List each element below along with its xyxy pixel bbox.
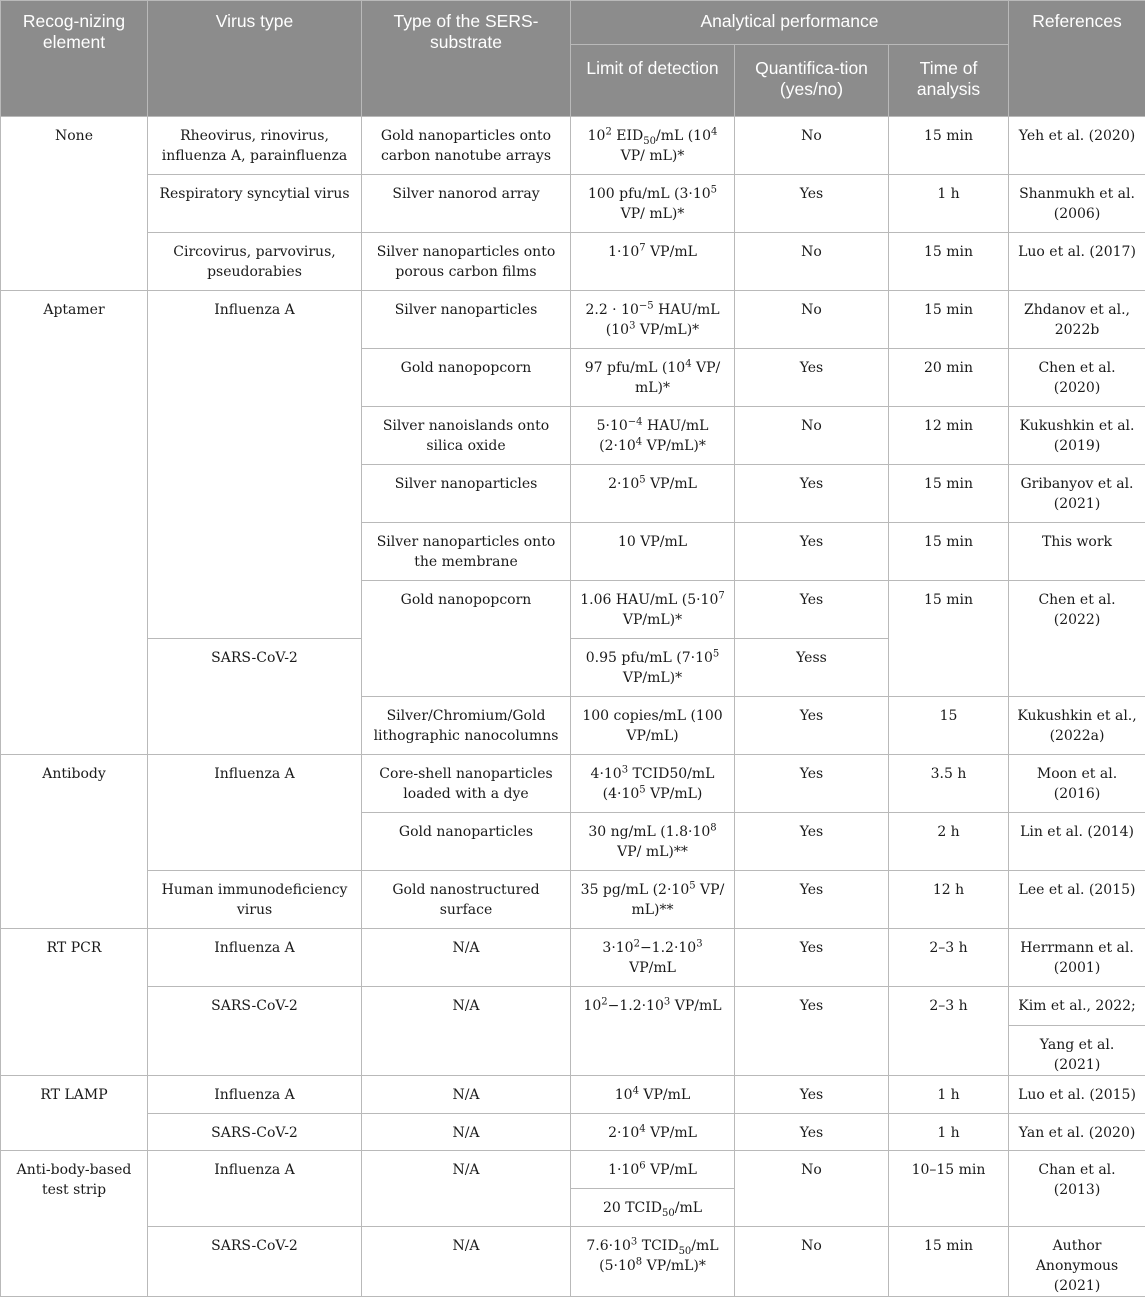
cell-recognizing-element: Antibody (1, 755, 148, 929)
table-row (1, 755, 1145, 813)
cell-substrate: Silver nanoparticles (362, 465, 571, 523)
cell-virus-type: SARS-CoV-2 (148, 639, 362, 755)
cell-reference: Yang et al. (2021) (1009, 1026, 1145, 1076)
cell-reference: Author Anonymous (2021) (1009, 1227, 1145, 1297)
cell-substrate: N/A (362, 1114, 571, 1151)
cell-substrate: N/A (362, 987, 571, 1076)
header-substrate: Type of the SERS-substrate (362, 1, 571, 117)
cell-lod: $2\cdot 10^5$ VP/mL (571, 465, 735, 523)
cell-quantification: Yes (735, 465, 889, 523)
cell-lod: 100 copies/mL (100 VP/mL) (571, 697, 735, 755)
cell-substrate: N/A (362, 1076, 571, 1114)
cell-time: 15 min (889, 581, 1009, 697)
cell-recognizing-element: Aptamer (1, 291, 148, 755)
cell-time: 15 min (889, 117, 1009, 175)
header-time-of-analysis: Time of analysis (889, 45, 1009, 117)
cell-substrate: Gold nanoparticles (362, 813, 571, 871)
cell-substrate: Gold nanopopcorn (362, 581, 571, 697)
cell-lod: 100 pfu/mL ($3\cdot 10^5$ VP/ mL)* (571, 175, 735, 233)
cell-quantification: No (735, 291, 889, 349)
cell-substrate: Core-shell nanoparticles loaded with a dye (362, 755, 571, 813)
cell-lod: $10^4$ VP/mL (571, 1076, 735, 1114)
cell-lod: $2\cdot 10^4$ VP/mL (571, 1114, 735, 1151)
cell-quantification: Yes (735, 349, 889, 407)
cell-lod: 20 $TCID_{50}/mL$ (571, 1189, 735, 1227)
header-analytical-performance: Analytical performance (571, 1, 1009, 45)
cell-lod: 1.06 HAU/mL ($5\cdot 10^7$ VP/mL)* (571, 581, 735, 639)
cell-reference: Lee et al. (2015) (1009, 871, 1145, 929)
cell-substrate: Silver nanoparticles (362, 291, 571, 349)
cell-time: 1 h (889, 175, 1009, 233)
cell-quantification: Yes (735, 987, 889, 1076)
cell-reference: Yan et al. (2020) (1009, 1114, 1145, 1151)
cell-quantification: Yes (735, 581, 889, 639)
cell-substrate: N/A (362, 929, 571, 987)
table-row (1, 987, 1145, 1026)
cell-virus-type: Respiratory syncytial virus (148, 175, 362, 233)
table-row (1, 929, 1145, 987)
cell-quantification: Yes (735, 813, 889, 871)
cell-virus-type: SARS-CoV-2 (148, 1114, 362, 1151)
table-row (1, 1227, 1145, 1297)
cell-reference: Kukushkin et al. (2019) (1009, 407, 1145, 465)
cell-virus-type: Rheovirus, rinovirus, influenza A, parainfluenza (148, 117, 362, 175)
cell-virus-type: Influenza A (148, 291, 362, 639)
cell-quantification: Yes (735, 755, 889, 813)
cell-reference: Luo et al. (2017) (1009, 233, 1145, 291)
cell-lod: 0.95 pfu/mL ($7\cdot 10^5$ VP/mL)* (571, 639, 735, 697)
cell-quantification: Yess (735, 639, 889, 697)
cell-recognizing-element: RT LAMP (1, 1076, 148, 1151)
cell-substrate: Silver nanoislands onto silica oxide (362, 407, 571, 465)
cell-time: 20 min (889, 349, 1009, 407)
cell-time: 15 min (889, 291, 1009, 349)
cell-reference: Yeh et al. (2020) (1009, 117, 1145, 175)
cell-recognizing-element: RT PCR (1, 929, 148, 1076)
header-recognizing-element: Recog-nizing element (1, 1, 148, 117)
table-row (1, 175, 1145, 233)
cell-substrate: N/A (362, 1151, 571, 1227)
cell-quantification: No (735, 117, 889, 175)
cell-virus-type: Human immunodeficiency virus (148, 871, 362, 929)
cell-lod: $2.2 \cdot 10^{-5}$ HAU/mL ($10^3$ VP/mL)* (571, 291, 735, 349)
cell-quantification: No (735, 1151, 889, 1227)
cell-reference: Kim et al., 2022; (1009, 987, 1145, 1026)
cell-time: 3.5 h (889, 755, 1009, 813)
table-row (1, 871, 1145, 929)
cell-time: 2–3 h (889, 929, 1009, 987)
cell-reference: Chen et al. (2020) (1009, 349, 1145, 407)
cell-quantification: Yes (735, 929, 889, 987)
cell-time: 15 (889, 697, 1009, 755)
cell-reference: Shanmukh et al. (2006) (1009, 175, 1145, 233)
cell-virus-type: Influenza A (148, 929, 362, 987)
cell-quantification: Yes (735, 523, 889, 581)
cell-time: 10–15 min (889, 1151, 1009, 1227)
cell-substrate: Silver nanoparticles onto the membrane (362, 523, 571, 581)
cell-quantification: Yes (735, 1114, 889, 1151)
cell-reference: Luo et al. (2015) (1009, 1076, 1145, 1114)
cell-virus-type: SARS-CoV-2 (148, 987, 362, 1076)
table-row (1, 1114, 1145, 1151)
cell-lod: $10^2-1.2\cdot 10^3$ VP/mL (571, 987, 735, 1076)
cell-reference: Zhdanov et al., 2022b (1009, 291, 1145, 349)
cell-substrate: Gold nanostructured surface (362, 871, 571, 929)
cell-lod: $7.6\cdot 10^3$ $TCID_{50}/mL$ ($5\cdot 10^8$ VP/mL)* (571, 1227, 735, 1297)
cell-time: 15 min (889, 1227, 1009, 1297)
cell-reference: Gribanyov et al. (2021) (1009, 465, 1145, 523)
cell-time: 15 min (889, 465, 1009, 523)
cell-lod: 10 VP/mL (571, 523, 735, 581)
cell-reference: Kukushkin et al., (2022a) (1009, 697, 1145, 755)
cell-time: 12 min (889, 407, 1009, 465)
table-row (1, 233, 1145, 291)
cell-virus-type: SARS-CoV-2 (148, 1227, 362, 1297)
cell-substrate: Gold nanoparticles onto carbon nanotube arrays (362, 117, 571, 175)
cell-reference: Moon et al. (2016) (1009, 755, 1145, 813)
cell-lod: $3\cdot 10^2-1.2\cdot 10^3$ VP/mL (571, 929, 735, 987)
table-row (1, 117, 1145, 175)
cell-quantification: Yes (735, 871, 889, 929)
cell-quantification: Yes (735, 697, 889, 755)
cell-virus-type: Influenza A (148, 1151, 362, 1227)
cell-reference: This work (1009, 523, 1145, 581)
cell-virus-type: Circovirus, parvovirus, pseudorabies (148, 233, 362, 291)
cell-reference: Chan et al. (2013) (1009, 1151, 1145, 1227)
cell-reference: Herrmann et al. (2001) (1009, 929, 1145, 987)
header-quantification: Quantifica-tion (yes/no) (735, 45, 889, 117)
cell-lod: $10^2$ $EID_{50}/mL$ ($10^4$ VP/ mL)* (571, 117, 735, 175)
table-row (1, 1151, 1145, 1189)
cell-lod: $1\cdot 10^6$ VP/mL (571, 1151, 735, 1189)
cell-lod: 30 ng/mL ($1.8\cdot 10^8$ VP/ mL)** (571, 813, 735, 871)
cell-recognizing-element: None (1, 117, 148, 291)
cell-lod: $1\cdot 10^7$ VP/mL (571, 233, 735, 291)
header-limit-of-detection: Limit of detection (571, 45, 735, 117)
cell-virus-type: Influenza A (148, 1076, 362, 1114)
cell-time: 2–3 h (889, 987, 1009, 1076)
table-row (1, 291, 1145, 349)
cell-virus-type: Influenza A (148, 755, 362, 871)
cell-lod: $4\cdot 10^3$ TCID50/mL ($4\cdot 10^5$ VP/mL) (571, 755, 735, 813)
cell-lod: 97 pfu/mL ($10^4$ VP/ mL)* (571, 349, 735, 407)
cell-time: 1 h (889, 1114, 1009, 1151)
cell-substrate: Silver nanorod array (362, 175, 571, 233)
table-body (1, 117, 1145, 1297)
cell-lod: 35 pg/mL ($2\cdot 10^5$ VP/ mL)** (571, 871, 735, 929)
cell-time: 1 h (889, 1076, 1009, 1114)
cell-substrate: N/A (362, 1227, 571, 1297)
cell-lod: $5\cdot 10^{-4}$ HAU/mL ($2\cdot 10^4$ VP/mL)* (571, 407, 735, 465)
cell-time: 15 min (889, 523, 1009, 581)
cell-reference: Lin et al. (2014) (1009, 813, 1145, 871)
header-references: References (1009, 1, 1145, 117)
cell-quantification: Yes (735, 175, 889, 233)
cell-substrate: Gold nanopopcorn (362, 349, 571, 407)
cell-quantification: No (735, 1227, 889, 1297)
cell-time: 2 h (889, 813, 1009, 871)
cell-time: 12 h (889, 871, 1009, 929)
cell-quantification: Yes (735, 1076, 889, 1114)
cell-reference: Chen et al. (2022) (1009, 581, 1145, 697)
cell-quantification: No (735, 233, 889, 291)
cell-recognizing-element: Anti-body-based test strip (1, 1151, 148, 1297)
cell-quantification: No (735, 407, 889, 465)
header-virus-type: Virus type (148, 1, 362, 117)
cell-substrate: Silver nanoparticles onto porous carbon films (362, 233, 571, 291)
table-header (1, 1, 1145, 117)
cell-time: 15 min (889, 233, 1009, 291)
cell-substrate: Silver/Chromium/Gold lithographic nanocolumns (362, 697, 571, 755)
table-row (1, 1076, 1145, 1114)
